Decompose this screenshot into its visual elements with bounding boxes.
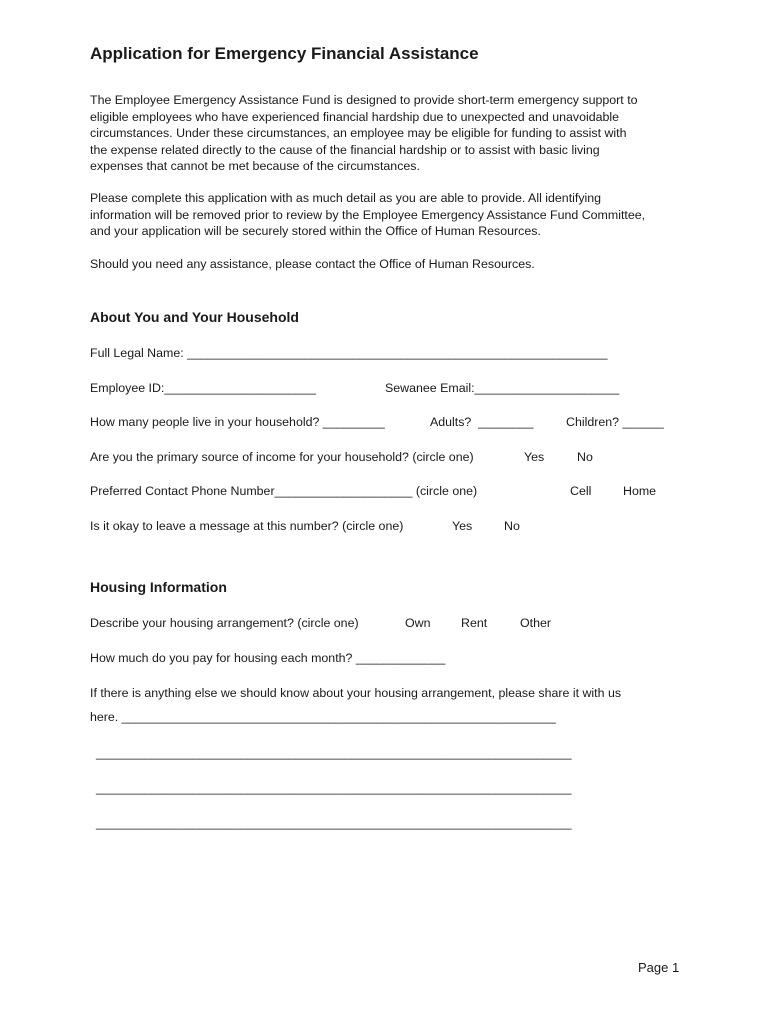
children-field[interactable]: Children? ______	[566, 415, 664, 429]
form-title: Application for Emergency Financial Assistance	[90, 44, 479, 63]
housing-notes-line[interactable]: here. _______________________________________________________________	[90, 710, 556, 724]
intro-line: The Employee Emergency Assistance Fund is designed to provide short-term emergency support to	[90, 93, 638, 107]
employee-id-field[interactable]: Employee ID:______________________	[90, 381, 316, 395]
full-name-field[interactable]: Full Legal Name: _____________________________________________________________	[90, 346, 608, 360]
primary-income-no-option[interactable]: No	[577, 450, 593, 464]
primary-income-question: Are you the primary source of income for your household? (circle one)	[90, 450, 474, 464]
intro-paragraph-2	[90, 190, 690, 240]
intro-paragraph-3	[90, 256, 690, 273]
intro-line: information will be removed prior to review by the Employee Emergency Assistance Fund Committee,	[90, 207, 646, 222]
intro-line: Please complete this application with as much detail as you are able to provide. All identifying	[90, 191, 602, 205]
intro-line: and your application will be securely stored within the Office of Human Resources.	[90, 224, 541, 238]
housing-own-option[interactable]: Own	[405, 616, 431, 630]
housing-arrangement-question: Describe your housing arrangement? (circle one)	[90, 616, 359, 630]
intro-line: eligible employees who have experienced financial hardship due to unexpected and unavoidable	[90, 109, 620, 124]
phone-cell-option[interactable]: Cell	[570, 484, 592, 498]
housing-notes-blank-line[interactable]: _____________________________________________________________________	[96, 781, 572, 795]
adults-field[interactable]: Adults? ________	[430, 415, 534, 429]
contact-phone-field[interactable]: Preferred Contact Phone Number____________________ (circle one)	[90, 484, 478, 498]
housing-other-option[interactable]: Other	[520, 616, 551, 630]
intro-line: the expense related directly to the cause of the financial hardship or to assist with basic living	[90, 142, 600, 157]
intro-line: circumstances. Under these circumstances, an employee may be eligible for funding to assist with	[90, 126, 627, 140]
housing-rent-option[interactable]: Rent	[461, 616, 488, 630]
intro-paragraph-1	[90, 92, 690, 175]
housing-heading: Housing Information	[90, 579, 227, 595]
leave-message-no-option[interactable]: No	[504, 519, 520, 533]
housing-notes-blank-line[interactable]: _____________________________________________________________________	[96, 816, 572, 830]
monthly-housing-cost-field[interactable]: How much do you pay for housing each month? _____________	[90, 651, 446, 665]
housing-notes-prompt: If there is anything else we should know about your housing arrangement, please share it with us	[90, 686, 622, 700]
leave-message-yes-option[interactable]: Yes	[452, 519, 473, 533]
page-number: Page 1	[638, 960, 680, 975]
intro-line: Should you need any assistance, please contact the Office of Human Resources.	[90, 257, 535, 271]
intro-line: expenses that cannot be met because of the circumstances.	[90, 159, 420, 173]
phone-home-option[interactable]: Home	[623, 484, 657, 498]
sewanee-email-field[interactable]: Sewanee Email:_____________________	[385, 381, 620, 395]
household-heading: About You and Your Household	[90, 309, 299, 325]
housing-notes-blank-line[interactable]: _____________________________________________________________________	[96, 746, 572, 760]
primary-income-yes-option[interactable]: Yes	[524, 450, 545, 464]
leave-message-question: Is it okay to leave a message at this number? (circle one)	[90, 519, 404, 533]
household-size-field[interactable]: How many people live in your household? _________	[90, 415, 385, 429]
